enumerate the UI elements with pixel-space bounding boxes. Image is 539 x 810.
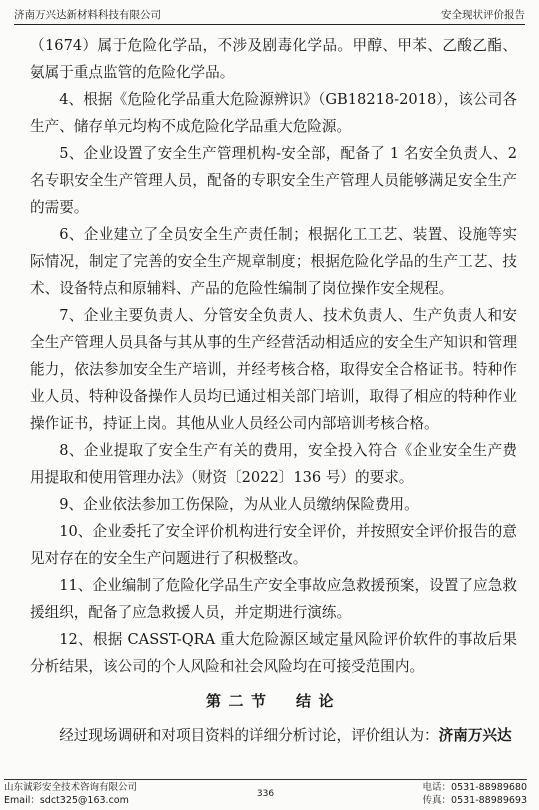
footer-phone: 电话：0531-88989680 — [422, 782, 527, 793]
conclusion-text: 经过现场调研和对项目资料的详细分析讨论，评价组认为： — [59, 727, 439, 744]
paragraph-item-12: 12、根据 CASST-QRA 重大危险源区域定量风险评价软件的事故后果分析结果，该公司的个人风险和社会风险均在可接受范围内。 — [30, 631, 517, 675]
footer-fax: 传真：0531-88989693 — [422, 795, 527, 806]
paragraph-item-11: 11、企业编制了危险化学品生产安全事故应急救援预案，设置了应急救援组织，配备了应急救援人员，并定期进行演练。 — [30, 577, 517, 621]
paragraph-item-6: 6、企业建立了全员安全生产责任制；根据化工工艺、装置、设施等实际情况，制定了完善的安全生产规章制度；根据危险化学品的生产工艺、技术、设备特点和原辅料、产品的危险性编制了岗位操作安全规程。 — [30, 226, 517, 297]
paragraph-item-8: 8、企业提取了安全生产有关的费用，安全投入符合《企业安全生产费用提取和使用管理办法》（财资〔2022〕136 号）的要求。 — [30, 442, 517, 486]
paragraph-item-4: 4、根据《危险化学品重大危险源辨识》（GB18218-2018），该公司各生产、储存单元均构不成危险化学品重大危险源。 — [30, 91, 517, 135]
paragraph-item-7: 7、企业主要负责人、分管安全负责人、技术负责人、生产负责人和安全生产管理人员具备与其从事的生产经营活动相适应的安全生产知识和管理能力，依法参加安全生产培训，并经考核合格，取得安全合格证书。特种作业人员、特种设备操作人员均已通过相关部门培训，取得了相应的特种作业操作证书，持证上岗。其他从业人员经公司内部培训考核合格。 — [30, 307, 517, 432]
footer-org: 山东诚彩安全技术咨询有限公司 — [4, 782, 138, 793]
paragraph-item-10: 10、企业委托了安全评价机构进行安全评价，并按照安全评价报告的意见对存在的安全生产问题进行了积极整改。 — [30, 523, 517, 567]
paragraph-hazardous-chemicals: （1674）属于危险化学品，不涉及剧毒化学品。甲醇、甲苯、乙酸乙酯、氨属于重点监管的危险化学品。 — [30, 37, 517, 81]
page-footer — [4, 779, 527, 810]
conclusion-bold-text: 济南万兴达 — [438, 727, 512, 744]
section-title: 第二节 结论 — [205, 692, 341, 710]
document-body — [30, 32, 517, 749]
footer-contact-block — [423, 781, 527, 807]
paragraph-item-5: 5、企业设置了安全生产管理机构-安全部，配备了 1 名安全负责人、2 名专职安全生产管理人员，配备的专职安全生产管理人员能够满足安全生产的需要。 — [30, 145, 517, 216]
paragraph-item-9: 9、企业依法参加工伤保险，为从业人员缴纳保险费用。 — [59, 496, 419, 513]
footer-email: Email：sdct325@163.com — [4, 795, 129, 806]
page-header — [14, 4, 525, 25]
page-number: 336 — [256, 789, 275, 799]
conclusion-paragraph — [30, 722, 517, 749]
header-report-title: 安全现状评价报告 — [441, 9, 525, 21]
header-company: 济南万兴达新材料科技有限公司 — [14, 9, 161, 21]
